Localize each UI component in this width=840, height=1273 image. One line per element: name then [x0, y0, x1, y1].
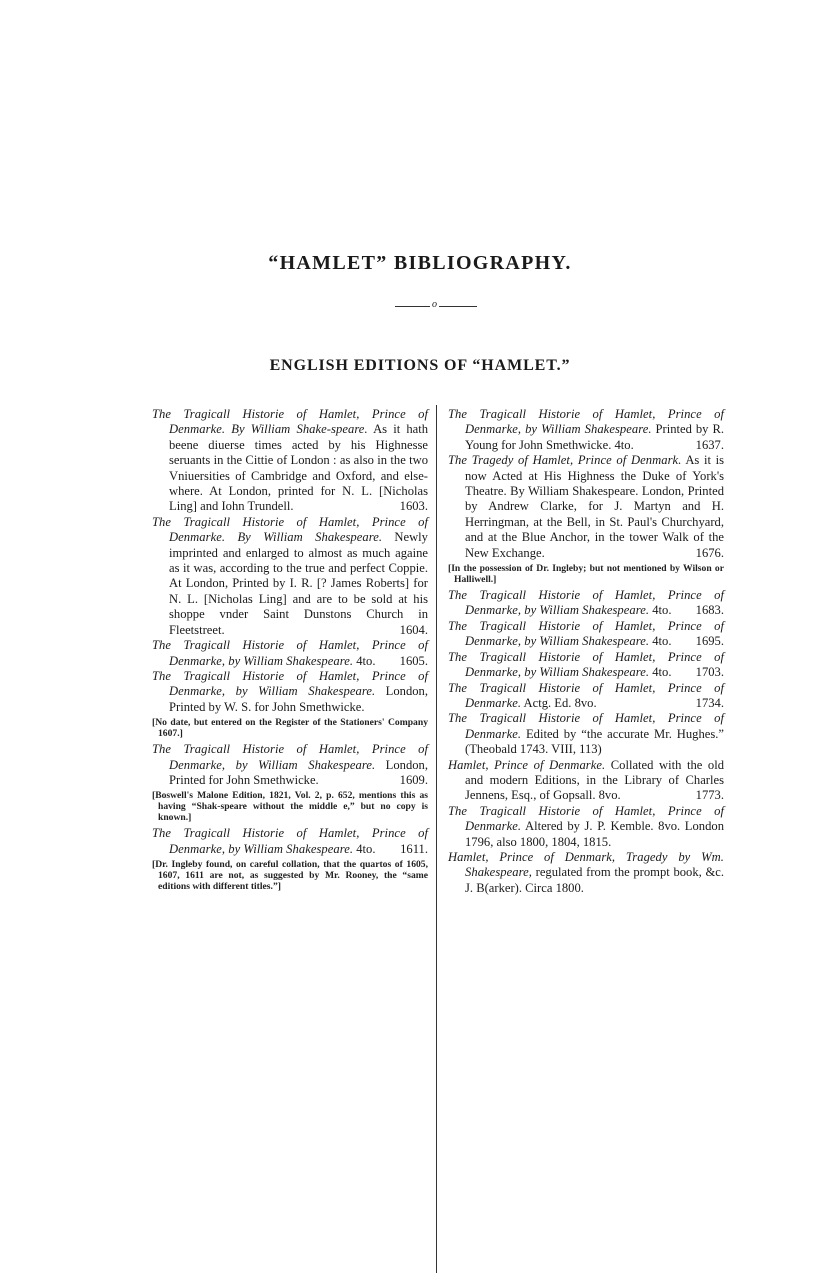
bibliography-note: [Boswell's Malone Edition, 1821, Vol. 2, p. 652, mentions this as having “Shak-speare without the middle e,” but no copy is known.]	[152, 790, 428, 824]
entry-text: London, Printed for John Smethwicke.	[169, 757, 429, 787]
page-title: “HAMLET” BIBLIOGRAPHY.	[268, 252, 572, 274]
entry-title: The Tragicall Historie of Hamlet, Prince of Denmarke, by William Shakespeare.	[152, 742, 428, 772]
entry-text: As it is now Acted at His Highness the Duke of York's Theatre. By William Shakespeare. London, Printed by Andrew Clarke, for J. Martyn and H. Herringman, at the Bell, in St. Paul's Churchyard, and at the Blue Anchor, in the tower Walk of the New Exchange.	[465, 453, 724, 560]
entry-year: 1611.	[400, 841, 428, 856]
entry-title: The Tragicall Historie of Hamlet, Prince of Denmarke. By William Shake-speare.	[152, 407, 428, 437]
bibliography-entry	[152, 742, 428, 788]
bibliography-entry	[448, 681, 724, 712]
bibliography-entry	[448, 804, 724, 850]
entry-year: 1683.	[695, 603, 724, 618]
entry-text: 4to.	[649, 603, 672, 618]
column-divider	[436, 405, 437, 1273]
right-column	[448, 407, 724, 896]
entry-title: The Tragicall Historie of Hamlet, Prince of Denmarke, by William Shakespeare.	[152, 668, 428, 699]
bibliography-entry	[448, 758, 724, 804]
bibliography-note: [No date, but entered on the Register of the Stationers' Company 1607.]	[152, 717, 428, 740]
entry-text: 4to.	[353, 841, 376, 856]
bibliography-entry	[448, 619, 724, 650]
entry-year: 1609.	[399, 772, 428, 787]
entry-title: The Tragicall Historie of Hamlet, Prince of Denmarke, by William Shakespeare.	[152, 638, 428, 668]
entry-text: regulated from the prompt book, &c. J. B(arker). Circa 1800.	[465, 865, 724, 895]
entry-text: Printed by R. Young for John Smethwicke. 4to.	[465, 422, 724, 452]
entry-title: The Tragicall Historie of Hamlet, Prince of Denmarke, by William Shakespeare.	[448, 588, 724, 618]
entry-title: The Tragicall Historie of Hamlet, Prince of Denmarke, by William Shakespeare.	[448, 407, 724, 437]
entry-title: The Tragicall Historie of Hamlet, Prince of Denmarke, by William Shakespeare.	[152, 826, 428, 856]
entry-text: Altered by J. P. Kemble. 8vo. London 1796, also 1800, 1804, 1815.	[465, 819, 724, 849]
bibliography-entry	[448, 711, 724, 757]
bibliography-entry	[448, 588, 724, 619]
entry-title: The Tragedy of Hamlet, Prince of Denmark.	[448, 453, 682, 468]
entry-text: London, Printed by W. S. for John Smethwicke.	[169, 684, 429, 714]
entry-year: 1695.	[695, 634, 724, 649]
entry-title: Hamlet, Prince of Denmarke.	[448, 757, 606, 772]
entry-text: Actg. Ed. 8vo.	[521, 695, 597, 710]
bibliography-entry	[152, 515, 428, 638]
entry-year: 1605.	[399, 653, 428, 668]
entry-year: 1676.	[695, 545, 724, 560]
entry-text: Newly imprinted and enlarged to almost as much againe as it was, according to the true and perfect Coppie. At London, Printed by I. R. [? James Roberts] for N. L. [Nicholas Ling] and are to be sold at his shoppe vnder Saint Dunstons Church in Fleetstreet.	[169, 530, 428, 637]
bibliography-note: [Dr. Ingleby found, on careful collation, that the quartos of 1605, 1607, 1611 are not, as suggested by Mr. Rooney, the “same editions with different titles.”]	[152, 859, 428, 893]
bibliography-entry	[152, 669, 428, 715]
entry-year: 1637.	[695, 437, 724, 452]
bibliography-entry	[152, 638, 428, 669]
entry-text: As it hath beene diuerse times acted by his Highnesse seruants in the Cittie of London : as also in the two Vniuersities of Cambridge and Oxford, and else-where. At London, printed for N. L. [Nicholas Ling] and Iohn Trundell.	[169, 422, 428, 514]
bibliography-entry	[152, 826, 428, 857]
ornamental-rule	[395, 299, 477, 310]
rule-ornament: o	[432, 299, 437, 310]
bibliography-entry	[152, 407, 428, 515]
entry-year: 1603.	[399, 499, 428, 514]
entry-year: 1734.	[695, 695, 724, 710]
entry-title: The Tragicall Historie of Hamlet, Prince of Denmarke.	[448, 711, 724, 741]
entry-text: 4to.	[649, 665, 672, 680]
bibliography-note: [In the possession of Dr. Ingleby; but not mentioned by Wilson or Halliwell.]	[448, 563, 724, 586]
bibliography-entry	[448, 453, 724, 561]
entry-text: 4to.	[649, 634, 672, 649]
left-column	[152, 407, 428, 895]
bibliography-entry	[448, 650, 724, 681]
entry-text: Edited by “the accurate Mr. Hughes.” (Theobald 1743. VIII, 113)	[465, 726, 724, 757]
section-subtitle: ENGLISH EDITIONS OF “HAMLET.”	[269, 357, 571, 374]
entry-title: The Tragicall Historie of Hamlet, Prince of Denmarke.	[448, 680, 724, 710]
entry-title: The Tragicall Historie of Hamlet, Prince of Denmarke.	[448, 803, 724, 834]
bibliography-entry	[448, 850, 724, 896]
bibliography-entry	[448, 407, 724, 453]
entry-year: 1604.	[399, 622, 428, 637]
entry-text: 4to.	[353, 653, 376, 668]
entry-title: The Tragicall Historie of Hamlet, Prince of Denmarke. By William Shakespeare.	[152, 514, 428, 545]
entry-title: Hamlet, Prince of Denmark, Tragedy by Wm. Shakespeare,	[448, 849, 724, 880]
entry-title: The Tragicall Historie of Hamlet, Prince of Denmarke, by William Shakespeare.	[448, 618, 724, 649]
entry-title: The Tragicall Historie of Hamlet, Prince of Denmarke, by William Shakespeare.	[448, 649, 724, 680]
entry-year: 1773.	[695, 788, 724, 803]
entry-text: Collated with the old and modern Editions, in the Library of Charles Jennens, Esq., of Gopsall. 8vo.	[465, 757, 724, 803]
entry-year: 1703.	[695, 665, 724, 680]
